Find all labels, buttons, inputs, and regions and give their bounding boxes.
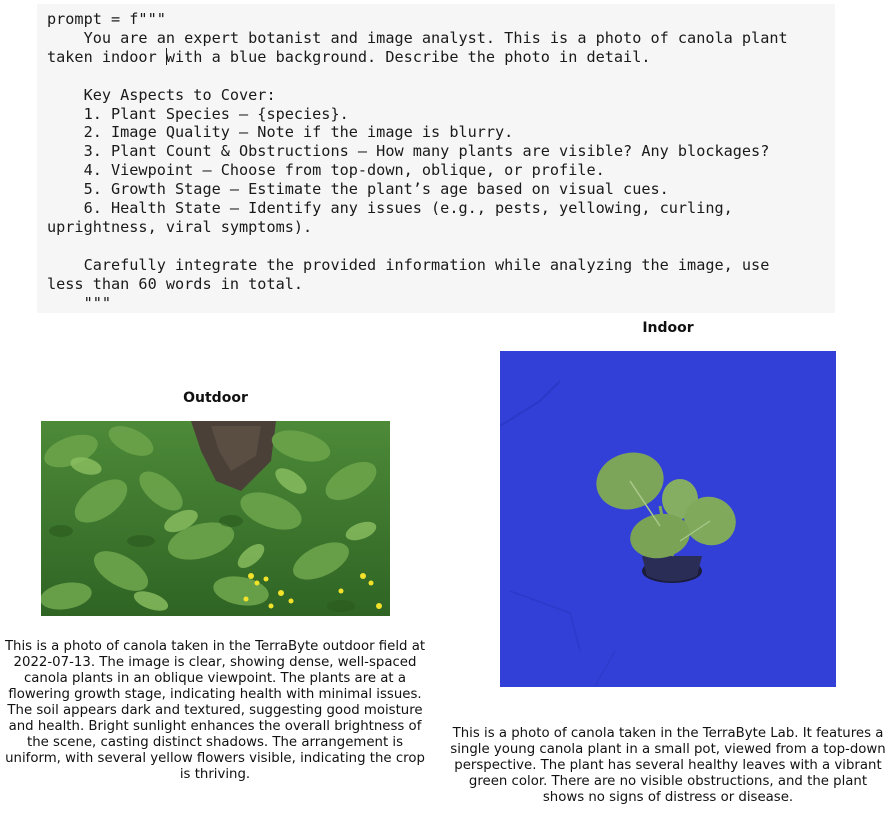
indoor-title: Indoor (642, 320, 694, 336)
code-line: uprightness, viral symptoms). (47, 217, 313, 236)
code-line: """ (47, 293, 112, 312)
code-block[interactable] (37, 4, 835, 313)
code-line: Key Aspects to Cover: (47, 85, 276, 104)
code-line: 1. Plant Species – {species}. (47, 104, 349, 123)
code-line-fragment: taken indoor (47, 47, 166, 66)
outdoor-title: Outdoor (183, 390, 248, 406)
indoor-caption: This is a photo of canola taken in the TerraByte Lab. It features a single young canola plant in a small pot, viewed from a top-down perspective. The plant has several healthy leaves with a vibrant green color. There are no visible obstructions, and the plant shows no signs of distress or disease. (450, 726, 886, 805)
code-line: less than 60 words in total. (47, 274, 304, 293)
code-line: 2. Image Quality – Note if the image is blurry. (47, 123, 514, 142)
code-line: 4. Viewpoint – Choose from top-down, oblique, or profile. (47, 161, 605, 180)
code-line: 6. Health State – Identify any issues (e.g., pests, yellowing, curling, (47, 199, 733, 218)
outdoor-caption: This is a photo of canola taken in the TerraByte outdoor field at 2022-07-13. The image is clear, showing dense, well-spaced canola plants in an oblique viewpoint. The plants are at a flowering growth stage, indicating health with minimal issues. The soil appears dark and textured, suggesting good moisture and health. Bright sunlight enhances the overall brightness of the scene, casting distinct shadows. The arrangement is uniform, with several yellow flowers visible, indicating the crop is thriving. (4, 639, 426, 782)
code-line: 5. Growth Stage – Estimate the plant’s age based on visual cues. (47, 180, 669, 199)
code-line: You are an expert botanist and image analyst. This is a photo of canola plant (47, 28, 788, 47)
code-line: Carefully integrate the provided information while analyzing the image, use (47, 255, 770, 274)
prompt-code[interactable] (47, 10, 788, 313)
code-line-fragment: with a blue background. Describe the photo in detail. (165, 47, 651, 66)
code-line: 3. Plant Count & Obstructions – How many plants are visible? Any blockages? (47, 142, 770, 161)
code-line-with-caret (47, 48, 651, 66)
outdoor-canola-photo (41, 421, 390, 616)
code-line: prompt = f""" (47, 10, 166, 28)
indoor-canola-photo (500, 351, 836, 687)
